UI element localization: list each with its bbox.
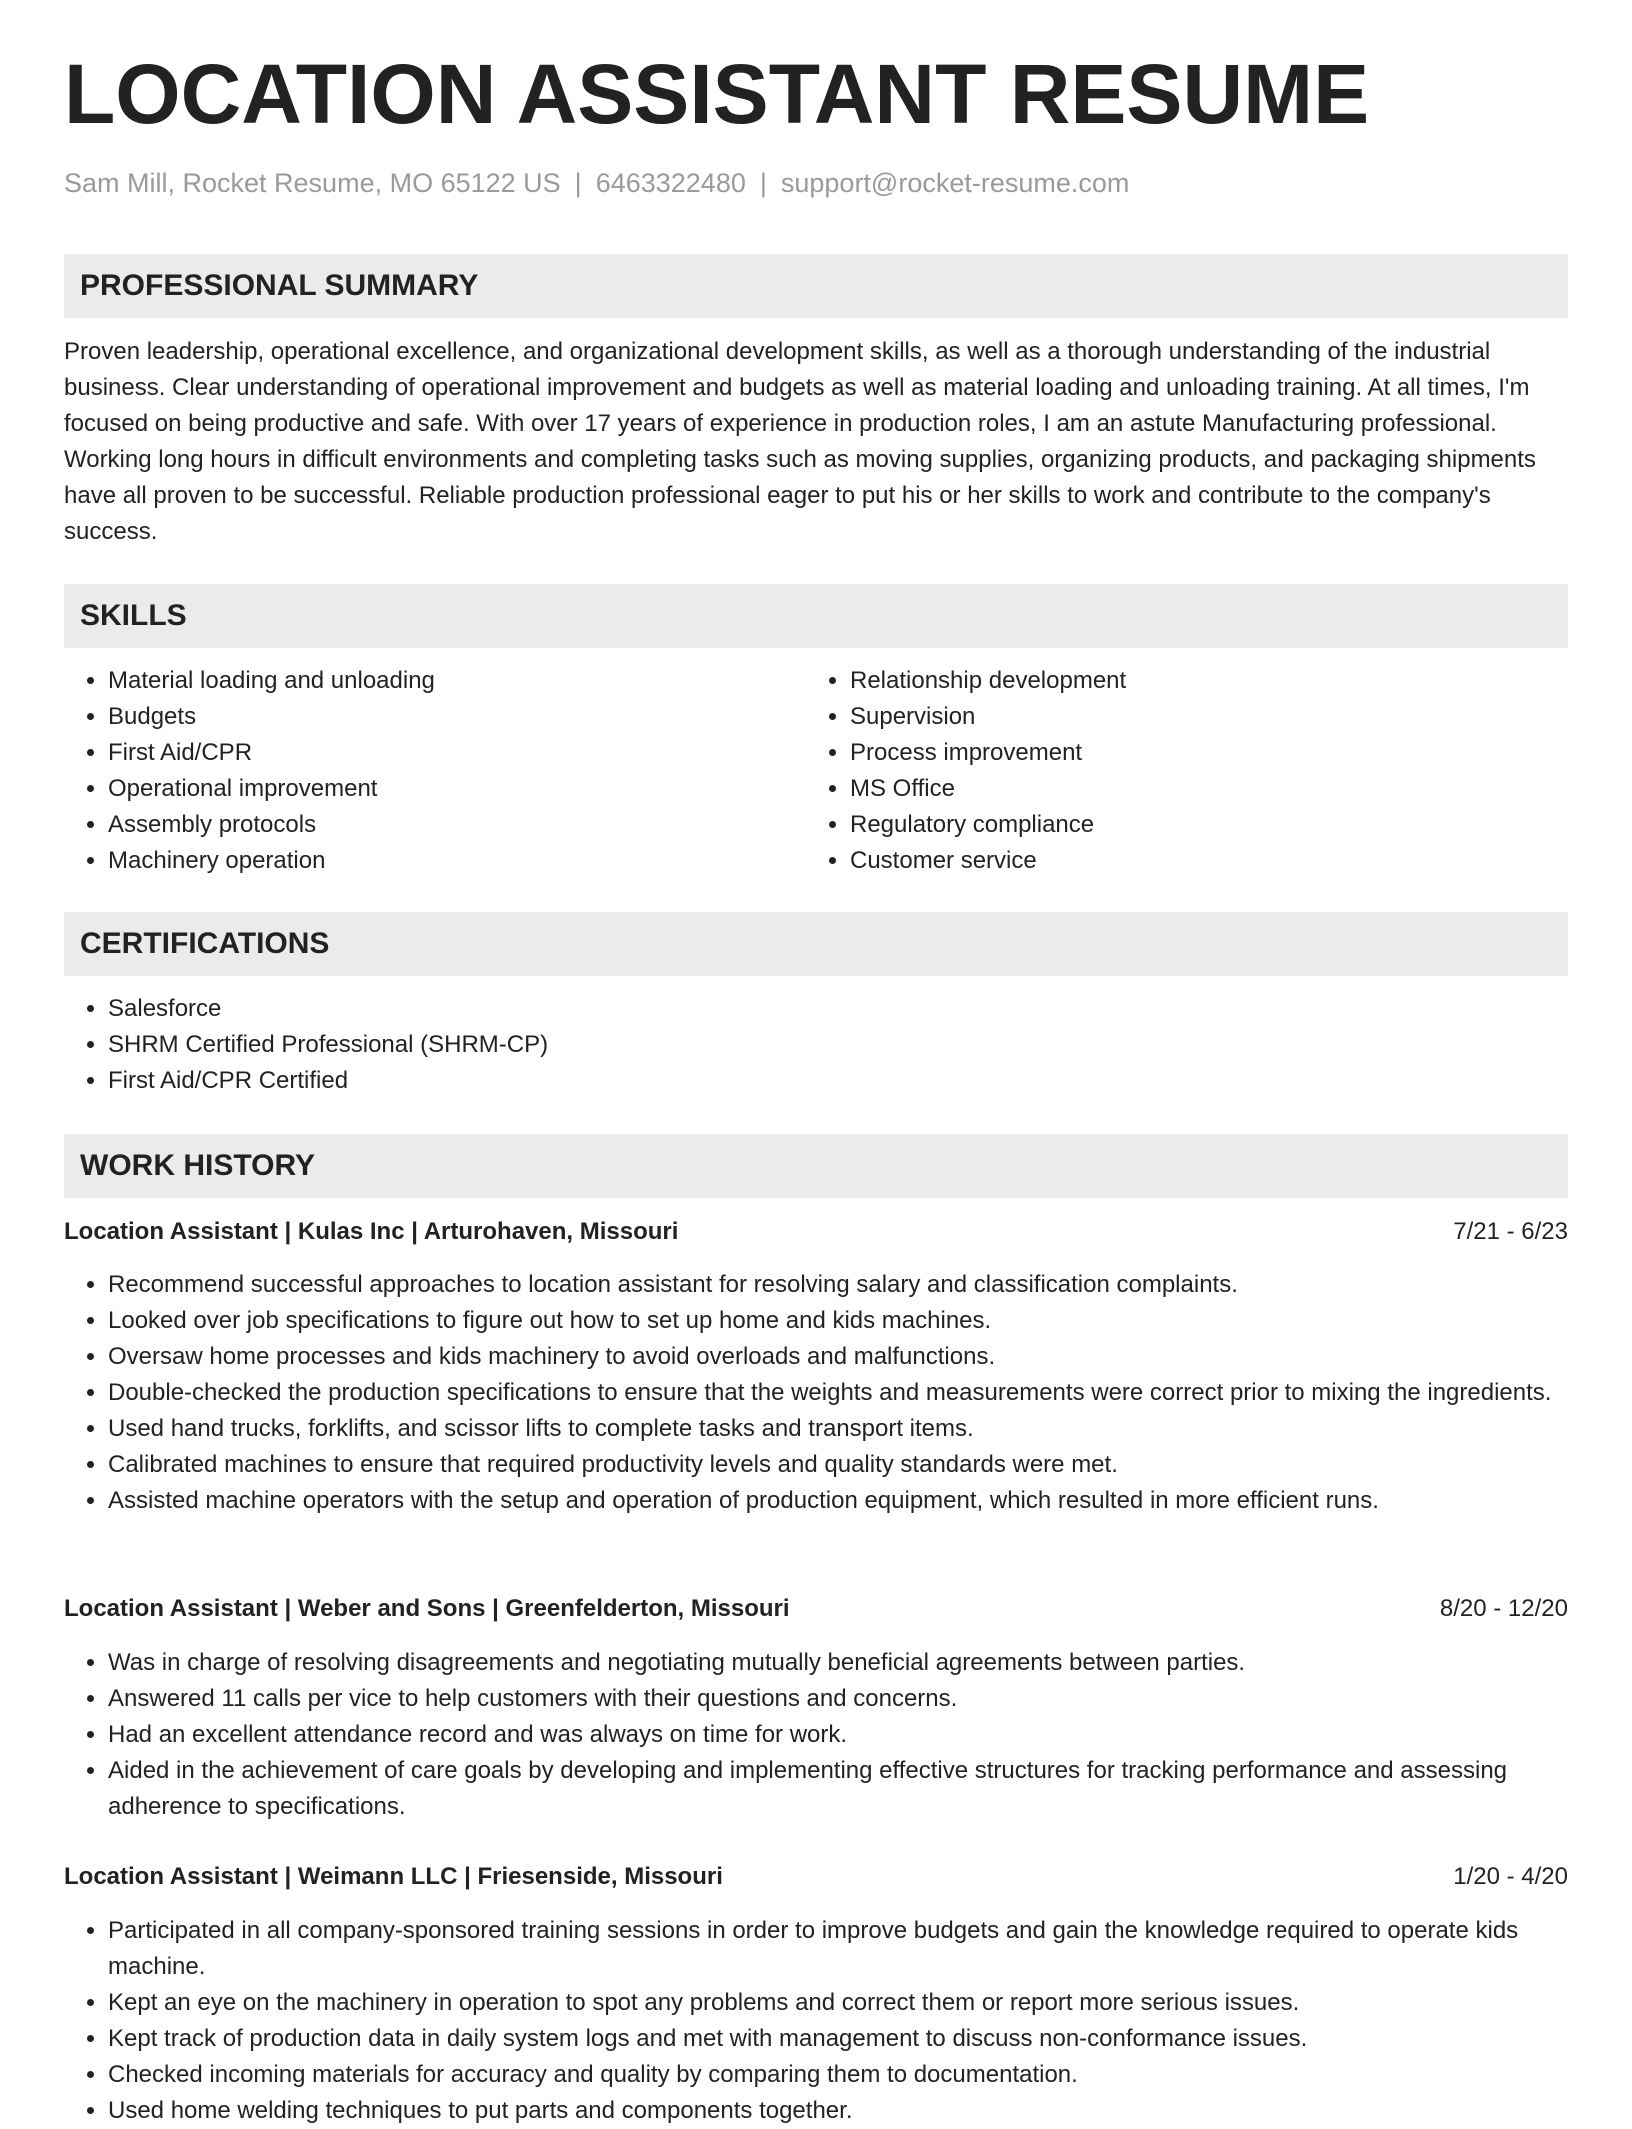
skill-item: • Process improvement [850, 735, 1550, 771]
job-bullet: • Participated in all company-sponsored training sessions in order to improve budgets and gain the knowledge required to operate kids machine. [108, 1913, 1568, 1985]
job-bullets [64, 1645, 1568, 1825]
job-dates: 8/20 - 12/20 [1439, 1595, 1568, 1622]
skill-item: • Operational improvement [108, 771, 788, 807]
job-bullet: • Kept track of production data in daily system logs and met with management to discuss non-conformance issues. [108, 2021, 1568, 2057]
skill-item: • First Aid/CPR [108, 735, 788, 771]
skills-section-header [64, 584, 1568, 648]
skill-item: • Budgets [108, 699, 788, 735]
job-dates: 7/21 - 6/23 [1453, 1218, 1568, 1245]
work-history-section-header [64, 1134, 1568, 1198]
job-bullet: • Answered 11 calls per vice to help customers with their questions and concerns. [108, 1681, 1568, 1717]
job-title: Location Assistant | Weimann LLC | Friesenside, Missouri [64, 1863, 723, 1890]
job-bullet: • Was in charge of resolving disagreements and negotiating mutually beneficial agreements between parties. [108, 1645, 1568, 1681]
contact-phone: 6463322480 [595, 168, 746, 198]
job-title: Location Assistant | Weber and Sons | Greenfelderton, Missouri [64, 1595, 790, 1622]
certifications-list [64, 991, 1568, 1099]
work-history-heading: WORK HISTORY [80, 1149, 316, 1182]
skills-list-right [806, 663, 1550, 879]
skills-list-left [64, 663, 788, 879]
job-bullet: • Had an excellent attendance record and was always on time for work. [108, 1717, 1568, 1753]
certifications-section-header [64, 912, 1568, 976]
certification-item: • First Aid/CPR Certified [108, 1063, 1568, 1099]
contact-separator: | [759, 168, 767, 198]
job-bullet: • Assisted machine operators with the setup and operation of production equipment, which resulted in more efficient runs. [108, 1483, 1568, 1519]
resume-title: LOCATION ASSISTANT RESUME [64, 47, 1370, 141]
job-title: Location Assistant | Kulas Inc | Arturohaven, Missouri [64, 1218, 679, 1245]
job-bullet: • Calibrated machines to ensure that required productivity levels and quality standards were met. [108, 1447, 1568, 1483]
summary-text: Proven leadership, operational excellence, and organizational development skills, as well as a thorough understanding of the industrial business. Clear understanding of operational improvement and budgets as well as material loading and unloading training. At all times, I'm focused on being productive and safe. With over 17 years of experience in production roles, I am an astute Manufacturing professional. Working long hours in difficult environments and completing tasks such as moving supplies, organizing products, and packaging shipments have all proven to be successful. Reliable production professional eager to put his or her skills to work and contribute to the company's success. [64, 338, 1536, 545]
skill-item: • Assembly protocols [108, 807, 788, 843]
skill-item: • Relationship development [850, 663, 1550, 699]
job-bullets [64, 1267, 1568, 1519]
job-bullet: • Used home welding techniques to put parts and components together. [108, 2093, 1568, 2129]
skill-item: • Regulatory compliance [850, 807, 1550, 843]
job-bullets [64, 1913, 1568, 2129]
job-header [64, 1859, 1568, 1895]
skill-item: • Supervision [850, 699, 1550, 735]
contact-email: support@rocket-resume.com [780, 168, 1130, 198]
job-header [64, 1591, 1568, 1627]
job-bullet: • Recommend successful approaches to location assistant for resolving salary and classification complaints. [108, 1267, 1568, 1303]
skill-item: • Customer service [850, 843, 1550, 879]
skill-item: • Material loading and unloading [108, 663, 788, 699]
skill-item: • Machinery operation [108, 843, 788, 879]
certification-item: • Salesforce [108, 991, 1568, 1027]
job-bullet: • Kept an eye on the machinery in operation to spot any problems and correct them or report more serious issues. [108, 1985, 1568, 2021]
certifications-heading: CERTIFICATIONS [80, 927, 330, 960]
job-bullet: • Double-checked the production specifications to ensure that the weights and measurements were correct prior to mixing the ingredients. [108, 1375, 1568, 1411]
job-header [64, 1214, 1568, 1250]
job-dates: 1/20 - 4/20 [1453, 1863, 1568, 1890]
skills-heading: SKILLS [80, 599, 187, 632]
job-bullet: • Oversaw home processes and kids machinery to avoid overloads and malfunctions. [108, 1339, 1568, 1375]
skill-item: • MS Office [850, 771, 1550, 807]
job-bullet: • Checked incoming materials for accuracy and quality by comparing them to documentation. [108, 2057, 1568, 2093]
certification-item: • SHRM Certified Professional (SHRM-CP) [108, 1027, 1568, 1063]
job-bullet: • Aided in the achievement of care goals by developing and implementing effective structures for tracking performance and assessing adherence to specifications. [108, 1753, 1568, 1825]
summary-heading: PROFESSIONAL SUMMARY [80, 269, 479, 302]
contact-separator: | [574, 168, 582, 198]
contact-address: Sam Mill, Rocket Resume, MO 65122 US [64, 168, 561, 198]
job-bullet: • Used hand trucks, forklifts, and scissor lifts to complete tasks and transport items. [108, 1411, 1568, 1447]
job-bullet: • Looked over job specifications to figure out how to set up home and kids machines. [108, 1303, 1568, 1339]
summary-section-header [64, 254, 1568, 318]
contact-line [64, 168, 1129, 199]
